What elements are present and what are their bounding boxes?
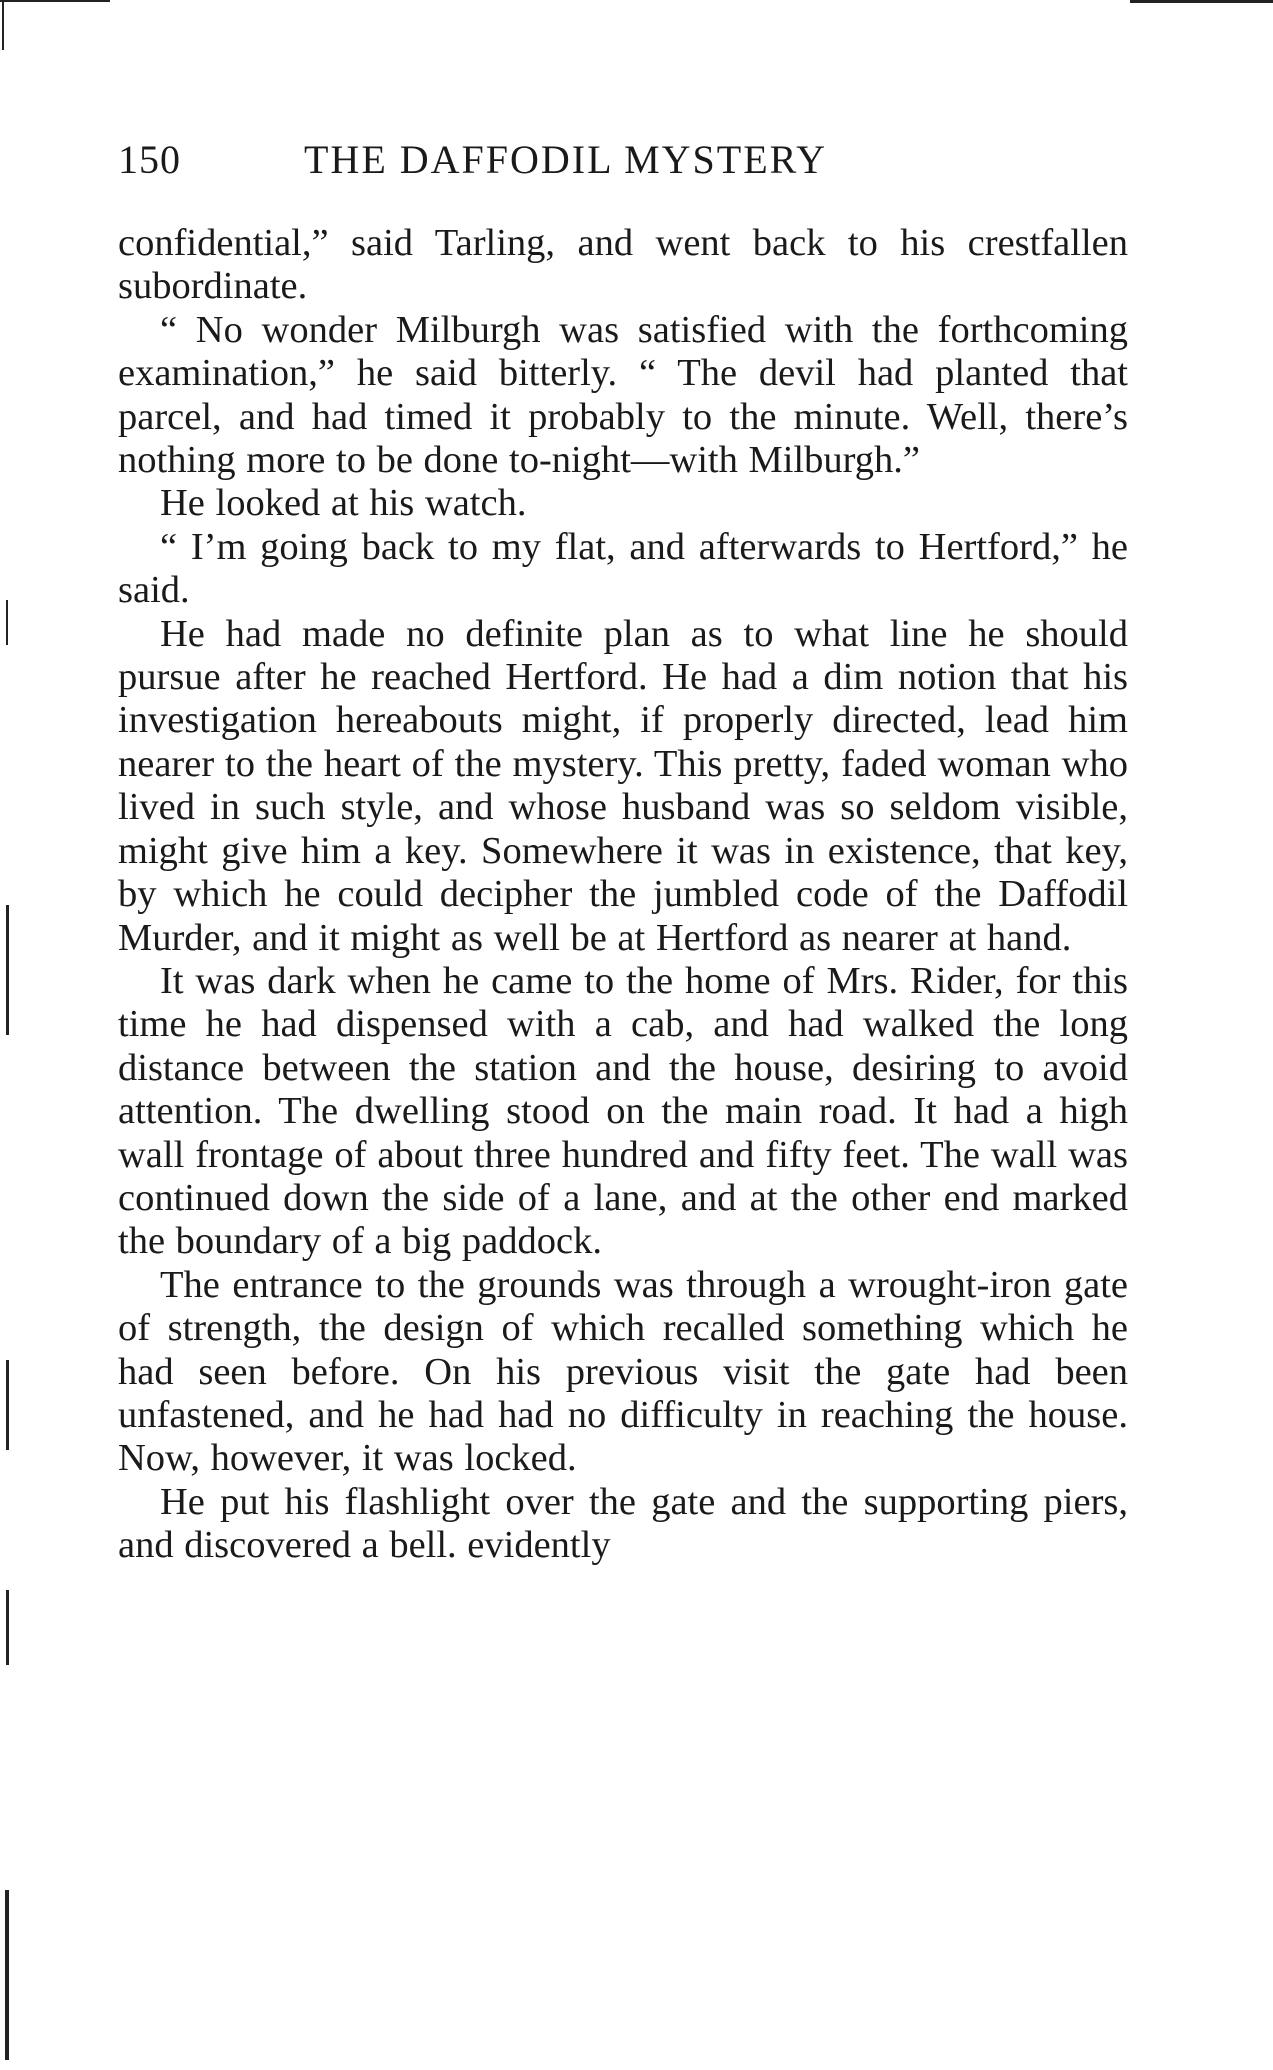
paragraph: It was dark when he came to the home of Mrs. Rider, for this time he had dispensed with a cab, and had walked the long distance between the station and the house, desiring to avoid attention. The dwelling stood on the main road. It had a high wall frontage of about three hundred and fifty feet. The wall was continued down the side of a lane, and at the other end marked the boundary of a big paddock. [118, 959, 1128, 1263]
paragraph: “ I’m going back to my flat, and afterwards to Hertford,” he said. [118, 525, 1128, 612]
scan-mark-left-1 [6, 600, 8, 645]
body-text [118, 222, 1128, 1568]
paragraph: confidential,” said Tarling, and went back to his crestfallen subordinate. [118, 222, 1128, 308]
running-title: THE DAFFODIL MYSTERY [304, 137, 827, 182]
scan-edge-left-top [2, 0, 4, 50]
paragraph: He put his flashlight over the gate and the supporting piers, and discovered a bell. evidently [118, 1480, 1128, 1567]
scan-mark-left-5 [5, 1890, 9, 2060]
scan-mark-left-3 [6, 1360, 9, 1450]
paragraph: He had made no definite plan as to what line he should pursue after he reached Hertford. He had a dim notion that his investigation hereabouts might, if properly directed, lead him nearer to the heart of the mystery. This pretty, faded woman who lived in such style, and whose husband was so seldom visible, might give him a key. Somewhere it was in existence, that key, by which he could decipher the jumbled code of the Daffodil Murder, and it might as well be at Hertford as nearer at hand. [118, 612, 1128, 959]
scan-edge-top-right [1130, 0, 1273, 3]
paragraph: “ No wonder Milburgh was satisfied with the forthcoming examination,” he said bitterly. “ The devil had planted that parcel, and had timed it probably to the minute. Well, there’s nothing more to be done to-night—with Milburgh.” [118, 308, 1128, 482]
scan-edge-top-left [0, 0, 110, 2]
paragraph: He looked at his watch. [160, 482, 527, 525]
scan-mark-left-2 [6, 905, 9, 1035]
paragraph: The entrance to the grounds was through a wrought-iron gate of strength, the design of which recalled something which he had seen before. On his previous visit the gate had been unfastened, and he had had no difficulty in reaching the house. Now, however, it was locked. [118, 1263, 1128, 1480]
page-header [118, 136, 1128, 192]
page-number: 150 [118, 137, 181, 182]
scan-mark-left-4 [6, 1590, 9, 1665]
